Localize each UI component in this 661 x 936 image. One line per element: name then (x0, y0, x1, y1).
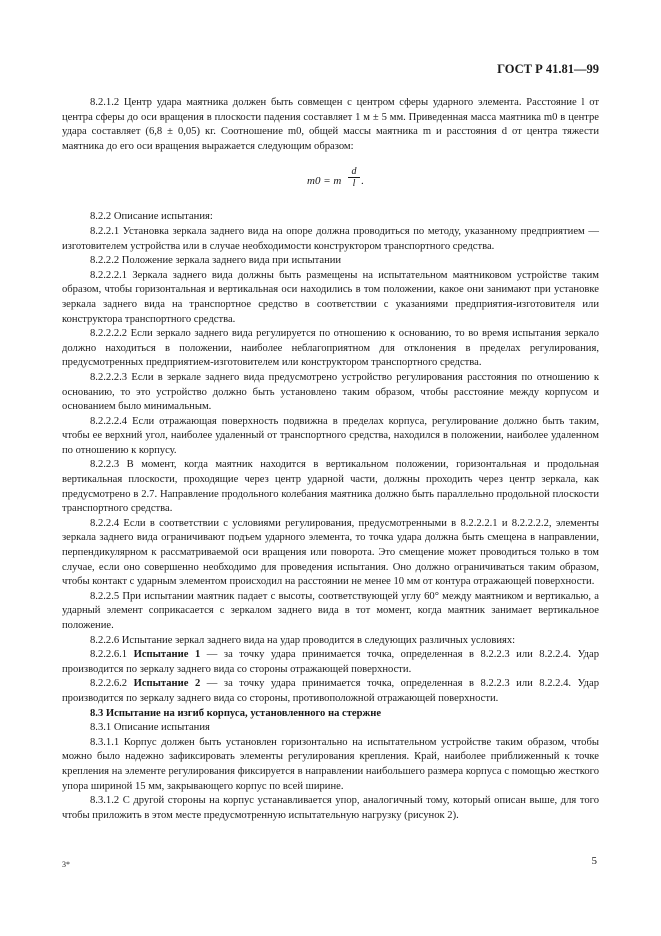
test-2-label: Испытание 2 (133, 678, 201, 690)
paragraph: 8.2.2.5 При испытании маятник падает с высоты, соответствующей углу 60° между маятником и вертикалью, а ударный элемент соприкасается с зеркалом заднего вида в тот момент, когда маятник занимает вертикальное положение. (62, 590, 599, 631)
paragraph: 8.2.2.2 Положение зеркала заднего вида при испытании (90, 255, 342, 267)
section-heading-8-3: 8.3 Испытание на изгиб корпуса, установленного на стержне (90, 707, 382, 719)
footer-mark: 3* (62, 860, 70, 869)
paragraph: 8.2.2 Описание испытания: (90, 211, 213, 223)
test-1-paragraph (62, 648, 599, 677)
paragraph: 8.2.2.2.1 Зеркала заднего вида должны быть размещены на испытательном маятниковом устройстве таким образом, чтобы горизонтальная и вертикальная оси находились в том положении, какое они занимают при установке зеркала заднего вида на транспортное средство в соответствии с указаниями предприятия-изготовителя или конструктора транспортного средства. (62, 269, 599, 325)
test-1-label: Испытание 1 (133, 649, 201, 661)
paragraph: 8.2.2.1 Установка зеркала заднего вида на опоре должна проводиться по методу, указанному предприятием — изготовителем устройства или в случае необходимости конструктором транспортного средства. (62, 225, 599, 252)
paragraph: 8.2.2.2.3 Если в зеркале заднего вида предусмотрено устройство регулирования расстояния по отношению к основанию, то это устройство должно быть установлено таким образом, чтобы расстояние между корпусом и основанием было минимальным. (62, 371, 599, 413)
paragraph: 8.2.2.6 Испытание зеркал заднего вида на удар проводится в следующих различных условиях: (90, 634, 516, 646)
paragraph: 8.2.1.2 Центр удара маятника должен быть совмещен с центром сферы ударного элемента. Расстояние l от центра сферы до оси вращения в плоскости падения составляет 1 м ± 5 мм. Приведенная масса маятника m0 в центре удара составляет (6,8 ± 0,05) кг. Соотношение m0, общей массы маятника m и расстояния d от центра тяжести маятника до его оси вращения выражается следующим образом: (62, 97, 599, 152)
paragraph: 8.3.1.1 Корпус должен быть установлен горизонтально на испытательном устройстве таким образом, чтобы можно было надежно зафиксировать элементы регулирования крепления. Край, наиболее приближенный к точке крепления на элементе регулирования фиксируется в направлении наибольшего размера корпуса с помощью жесткого упора шириной 15 мм, закрывающего корпус по всей ширине. (62, 736, 599, 792)
paragraph: 8.3.1 Описание испытания (90, 722, 210, 734)
doc-header: ГОСТ Р 41.81—99 (497, 62, 599, 76)
test-2-paragraph (62, 677, 599, 706)
formula-denominator: l (352, 178, 356, 190)
paragraph: 8.2.2.2.4 Если отражающая поверхность подвижна в пределах корпуса, регулирование должно быть таким, чтобы ее верхний угол, наиболее удаленный от транспортного средства, находился в положении, наиболее удаленном по отношению к корпусу. (62, 415, 599, 456)
test-1-number: 8.2.2.6.1 (90, 649, 128, 661)
test-2-text: — за точку удара принимается точка, определенная в 8.2.2.3 или 8.2.2.4. Удар производится по зеркалу заднего вида со стороны, противоположной отражающей поверхности. (62, 678, 599, 704)
paragraph: 8.2.2.3 В момент, когда маятник находится в вертикальном положении, горизонтальная и продольная вертикальная плоскости, проходящие через центр ударной части, должны проходить через центр зеркала, как предусмотрено в 2.7. Направление продольного колебания маятника должно быть параллельно продольной плоскости транспортного средства. (62, 459, 599, 515)
document-body (62, 96, 599, 823)
test-2-number: 8.2.2.6.2 (90, 678, 128, 690)
test-1-text: — за точку удара принимается точка, определенная в 8.2.2.3 или 8.2.2.4. Удар производится по зеркалу заднего вида со стороны отражающей поверхности. (62, 649, 599, 675)
paragraph: 8.3.1.2 С другой стороны на корпус устанавливается упор, аналогичный тому, который описан выше, для того чтобы приложить в этом месте предусмотренную испытательную нагрузку (рисунок 2). (62, 795, 599, 821)
formula (62, 166, 599, 196)
formula-fraction (348, 166, 360, 189)
paragraph: 8.2.2.4 Если в соответствии с условиями регулирования, предусмотренными в 8.2.2.2.1 и 8.2.2.2.2, элементы зеркала заднего вида ограничивают подъем ударного элемента, то точка удара должна быть смещена в направлении, перпендикулярном к рассматриваемой оси вращения или поворота. Это смещение может проводиться только в том случае, если оно совершенно необходимо для проведения испытания. Оно должно ограничиваться таким образом, чтобы контакт с ударным элементом происходил на расстоянии не менее 10 мм от контура отражающей поверхности. (62, 517, 599, 588)
formula-numerator: d (348, 166, 360, 178)
formula-tail: . (361, 175, 364, 188)
paragraph: 8.2.2.2.2 Если зеркало заднего вида регулируется по отношению к основанию, то во время испытания зеркало должно находиться в положении, наиболее неблагоприятном для отклонения в пределах регулирования, предусмотренных предприятием-изготовителем или конструктором транспортного средства. (62, 328, 599, 369)
formula-lhs: m0 = m (307, 175, 342, 188)
page-number: 5 (591, 855, 597, 867)
